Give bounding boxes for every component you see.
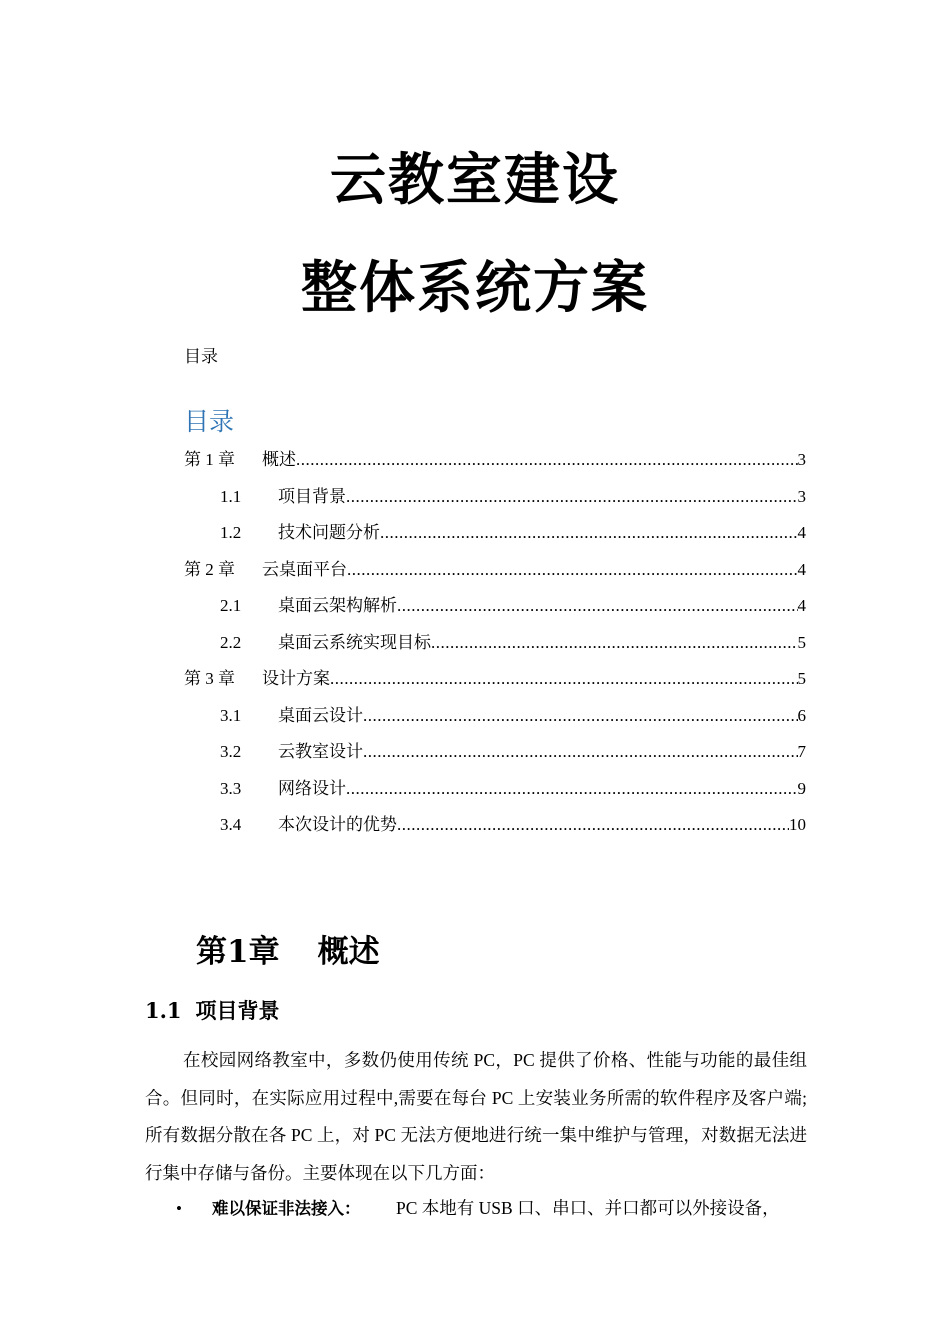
- toc-entry-number: 第 2 章: [184, 559, 235, 579]
- toc-leader-dots: [397, 813, 789, 837]
- toc-entry-title: 概述: [262, 450, 296, 469]
- toc-entry-title: 技术问题分析: [278, 523, 380, 542]
- toc-entry-page: 6: [797, 705, 806, 725]
- toc-leader-dots: [431, 631, 798, 655]
- toc-entry[interactable]: [184, 558, 806, 595]
- toc-entry[interactable]: [184, 667, 806, 704]
- section-title: 项目背景: [195, 998, 280, 1023]
- toc-entry[interactable]: [184, 813, 806, 850]
- chapter-heading: [196, 926, 380, 971]
- toc-entry-number: 3.4: [220, 815, 242, 834]
- toc-entry-title: 网络设计: [278, 778, 346, 798]
- toc-entry-title: 桌面云架构解析: [278, 596, 397, 615]
- table-of-contents: [184, 448, 806, 850]
- toc-entry[interactable]: [184, 704, 806, 741]
- toc-entry-title: 本次设计的优势: [278, 815, 397, 834]
- toc-entry-title: 桌面云设计: [278, 705, 363, 725]
- body-paragraph: 在校园网络教室中，多数仍使用传统 PC，PC 提供了价格、性能与功能的最佳组合。但同时，在实际应用过程中,需要在每台 PC 上安装业务所需的软件程序及客户端;所有数据分散在各 PC 上，对 PC 无法方便地进行统一集中维护与管理，对数据无法进行集中存储与备份。主要体现在以下几方面：: [145, 1050, 807, 1183]
- toc-leader-dots: [363, 704, 798, 728]
- toc-label: 目录: [184, 347, 218, 366]
- toc-leader-dots: [363, 740, 798, 764]
- toc-leader-dots: [380, 521, 798, 545]
- bullet-text: PC 本地有 USB 口、串口、并口都可以外接设备，: [396, 1198, 780, 1218]
- toc-entry-page: 9: [797, 778, 806, 798]
- document-title-line-1: 云教室建设: [330, 148, 620, 213]
- toc-entry-number: 第 3 章: [184, 669, 235, 688]
- toc-leader-dots: [296, 448, 798, 472]
- toc-leader-dots: [347, 558, 798, 582]
- toc-entry[interactable]: [184, 631, 806, 668]
- toc-entry-page: 10: [789, 815, 806, 834]
- toc-entry-title: 云桌面平台: [262, 559, 347, 579]
- toc-entry-title: 设计方案: [262, 669, 330, 688]
- toc-entry-page: 3: [797, 450, 806, 469]
- toc-entry-page: 4: [797, 523, 806, 542]
- toc-entry-page: 4: [797, 559, 806, 579]
- toc-entry-page: 5: [797, 632, 806, 652]
- toc-entry-page: 5: [797, 669, 806, 688]
- toc-entry[interactable]: [184, 777, 806, 814]
- toc-entry[interactable]: [184, 485, 806, 522]
- toc-entry-number: 1.2: [220, 523, 242, 542]
- document-title-line-2: 整体系统方案: [301, 256, 649, 321]
- toc-entry-title: 桌面云系统实现目标: [278, 632, 431, 652]
- toc-entry[interactable]: [184, 521, 806, 558]
- toc-entry[interactable]: [184, 740, 806, 777]
- toc-entry-number: 2.1: [220, 596, 242, 615]
- toc-entry-number: 3.2: [220, 742, 242, 761]
- toc-leader-dots: [346, 485, 798, 509]
- toc-entry-number: 2.2: [220, 632, 242, 652]
- toc-entry-number: 1.1: [220, 486, 242, 506]
- toc-entry-page: 4: [797, 596, 806, 615]
- toc-leader-dots: [330, 667, 798, 691]
- toc-heading: 目录: [184, 407, 235, 436]
- toc-entry[interactable]: [184, 594, 806, 631]
- bullet-icon: •: [176, 1199, 182, 1218]
- toc-entry[interactable]: [184, 448, 806, 485]
- toc-entry-number: 第 1 章: [184, 450, 235, 469]
- toc-entry-page: 7: [797, 742, 806, 761]
- chapter-number: 第1章: [196, 934, 280, 970]
- toc-entry-number: 3.3: [220, 778, 242, 798]
- toc-leader-dots: [397, 594, 798, 618]
- toc-leader-dots: [346, 777, 798, 801]
- toc-entry-title: 云教室设计: [278, 742, 363, 761]
- bullet-label: 难以保证非法接入：: [212, 1199, 361, 1218]
- toc-entry-page: 3: [797, 486, 806, 506]
- section-heading: [145, 995, 280, 1025]
- section-number: 1.1: [145, 998, 182, 1023]
- toc-entry-title: 项目背景: [278, 486, 346, 506]
- toc-entry-number: 3.1: [220, 705, 242, 725]
- chapter-title: 概述: [317, 934, 380, 970]
